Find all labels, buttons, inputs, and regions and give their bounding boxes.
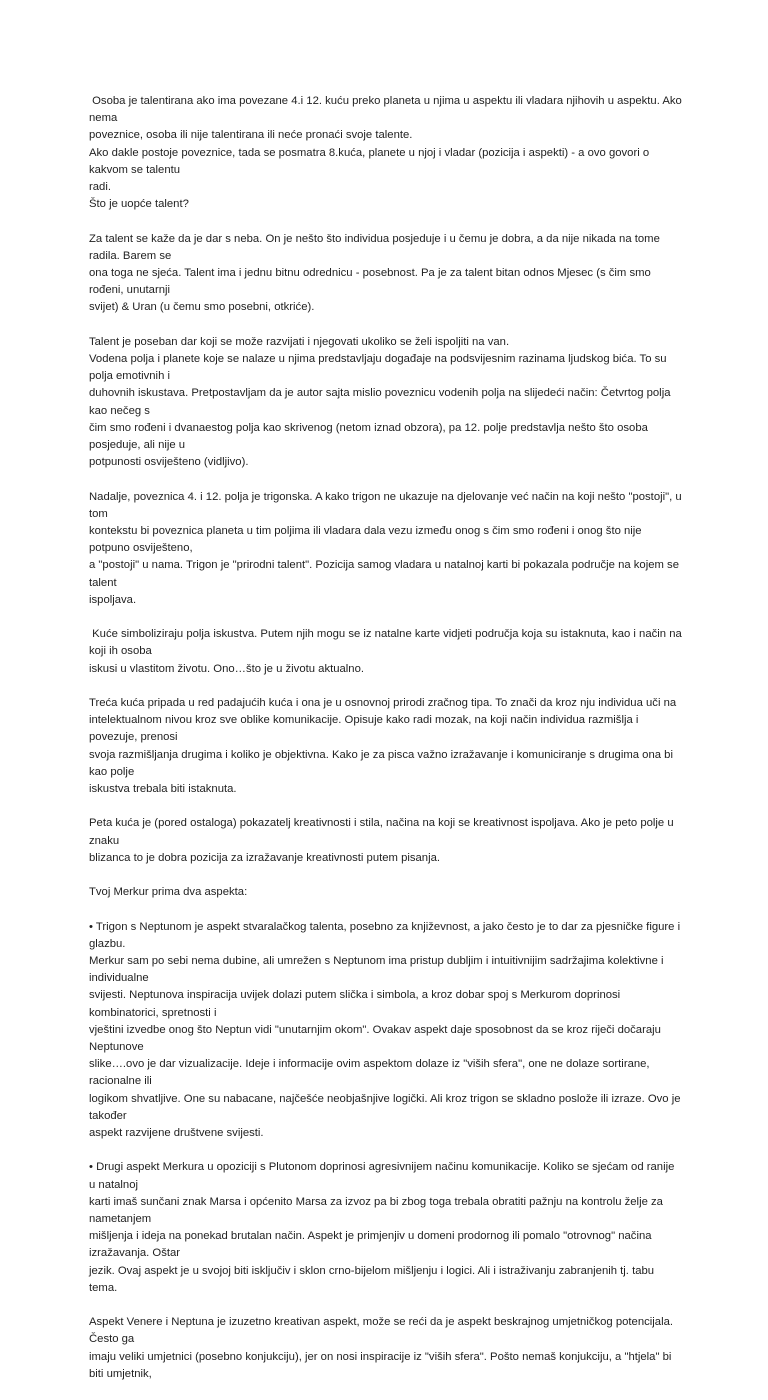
paragraph-water-houses	[89, 334, 682, 472]
text-line: intelektualnom nivou kroz sve oblike komunikacije. Opisuje kako radi mozak, na koji način individua razmišlja i povezuje, prenosi	[89, 714, 642, 744]
text-line: ona toga ne sjeća. Talent ima i jednu bitnu odrednicu - posebnost. Pa je za talent bitan odnos Mjesec (s čim smo rođeni, unutarnji	[89, 267, 654, 297]
text-line: Merkur sam po sebi nema dubine, ali umrežen s Neptunom ima pristup dubljim i intuitivnijim sadržajima kolektivne i individualne	[89, 955, 667, 985]
text-line: jezik. Ovaj aspekt je u svojoj biti isključiv i sklon crno-bijelom mišljenju i logici. Ali i istraživanju zabranjenih tj. tabu tema.	[89, 1264, 658, 1294]
paragraph-mercury-intro	[89, 884, 682, 901]
text-line: iskustva trebala biti istaknuta.	[89, 783, 237, 796]
text-line: svijesti. Neptunova inspiracija uvijek dolazi putem slička i simbola, a kroz dobar spoj s Merkurom doprinosi kombinatorici, spretnosti i	[89, 989, 624, 1019]
text-line: kontekstu bi poveznica planeta u tim poljima ili vladara dala vezu između onog s čim smo rođeni i onog što nije potpuno osviješteno,	[89, 525, 645, 555]
text-line: čim smo rođeni i dvanaestog polja kao skrivenog (netom iznad obzora), pa 12. polje predstavlja nešto što osoba posjeduje, ali nije u	[89, 421, 652, 452]
text-line: • Drugi aspekt Merkura u opoziciji s Plutonom doprinosi agresivnijem načinu komunikacije. Koliko se sjećam od ranije u natalnoj	[89, 1161, 678, 1191]
text-line: potpunosti osviješteno (vidljivo).	[89, 456, 249, 469]
text-line: Tvoj Merkur prima dva aspekta:	[89, 886, 248, 899]
text-line: Osoba je talentirana ako ima povezane 4.i 12. kuću preko planeta u njima u aspektu ili vladara njihovih u aspektu. Ako nema	[89, 95, 685, 125]
text-line: blizanca to je dobra pozicija za izražavanje kreativnosti putem pisanja.	[89, 851, 441, 864]
text-line: Ako dakle postoje poveznice, tada se posmatra 8.kuća, planete u njoj i vladar (pozicija i aspekti) - a ovo govori o kakvom se talentu	[89, 146, 653, 176]
paragraph-third-house	[89, 695, 682, 798]
paragraph-mercury-pluto-opposition	[89, 1159, 682, 1297]
text-line: Peta kuća je (pored ostaloga) pokazatelj kreativnosti i stila, načina na koji se kreativnost ispoljava. Ako je peto polje u znaku	[89, 817, 677, 847]
paragraph-trine-connection	[89, 489, 685, 609]
text-line: duhovnih iskustava. Pretpostavljam da je autor sajta mislio poveznicu vodenih polja na slijedeći način: Četvrtog polja kao nečeg s	[89, 387, 674, 417]
text-line: mišljenja i ideja na ponekad brutalan način. Aspekt je primjenjiv u domeni prodornog ili pomalo "otrovnog" načina izražavanja. Oštar	[89, 1230, 655, 1260]
paragraph-mercury-neptune-trine	[89, 919, 682, 1143]
paragraph-talent-definition	[89, 93, 685, 213]
text-line: poveznice, osoba ili nije talentirana ili neće pronaći svoje talente.	[89, 129, 413, 142]
text-line: logikom shvatljive. One su nabacane, najčešće neobjašnjive logički. Ali kroz trigon se skladno poslože ili izraze. Ovo je također	[89, 1092, 684, 1122]
text-line: karti imaš sunčani znak Marsa i općenito Marsa za izvoz pa bi zbog toga trebala obratiti pažnju na kontrolu želje za nametanjem	[89, 1195, 667, 1226]
document-page	[89, 93, 685, 1400]
text-line: aspekt razvijene društvene svijesti.	[89, 1127, 264, 1140]
text-line: vještini izvedbe onog što Neptun vidi "unutarnjim okom". Ovakav aspekt daje sposobnost da se kroz riječi dočaraju Neptunove	[89, 1023, 665, 1054]
text-line: Kuće simboliziraju polja iskustva. Putem njih mogu se iz natalne karte vidjeti područja koja su istaknuta, kao i način na koji ih osoba	[89, 628, 685, 658]
text-line: svoja razmišljanja drugima i koliko je objektivna. Kako je za pisca važno izražavanje i komuniciranje s drugima ona bi kao polje	[89, 748, 677, 778]
text-line: Za talent se kaže da je dar s neba. On je nešto što individua posjeduje i u čemu je dobra, a da nije nikada na tome radila. Barem se	[89, 232, 663, 262]
text-line: radi.	[89, 181, 111, 194]
text-line: Nadalje, poveznica 4. i 12. polja je trigonska. A kako trigon ne ukazuje na djelovanje već način na koji nešto "postoji", u tom	[89, 490, 685, 520]
paragraph-fifth-house	[89, 815, 682, 867]
text-line: iskusi u vlastitom životu. Ono…što je u životu aktualno.	[89, 662, 365, 675]
text-line: Što je uopće talent?	[89, 198, 189, 211]
text-line: slike….ovo je dar vizualizacije. Ideje i informacije ovim aspektom dolaze iz "viših sfera", one ne dolaze sortirane, racionalne ili	[89, 1058, 653, 1088]
paragraph-houses-experience	[89, 626, 685, 678]
text-line: Talent je poseban dar koji se može razvijati i njegovati ukoliko se želi ispoljiti na van.	[89, 335, 510, 348]
text-line: Aspekt Venere i Neptuna je izuzetno kreativan aspekt, može se reći da je aspekt beskrajnog umjetničkog potencijala. Često ga	[89, 1316, 677, 1346]
text-line: svijet) & Uran (u čemu smo posebni, otkriće).	[89, 301, 315, 314]
text-line: Vodena polja i planete koje se nalaze u njima predstavljaju događaje na podsvijesnim razinama ljudskog bića. To su polja emotivnih i	[89, 353, 670, 383]
text-line: Treća kuća pripada u red padajućih kuća i ona je u osnovnoj prirodi zračnog tipa. To znači da kroz nju individua uči na	[89, 697, 677, 710]
paragraph-gift-from-heaven	[89, 231, 682, 317]
text-line: ispoljava.	[89, 593, 137, 606]
text-line: • Trigon s Neptunom je aspekt stvaralačkog talenta, posebno za književnost, a jako često je to dar za pjesničke figure i glazbu.	[89, 920, 684, 950]
text-line: a "postoji" u nama. Trigon je "prirodni talent". Pozicija samog vladara u natalnoj karti bi pokazala područje na kojem se talent	[89, 559, 683, 589]
paragraph-venus-neptune	[89, 1314, 682, 1383]
text-line: imaju veliki umjetnici (posebno konjukciju), jer on nosi inspiracije iz "viših sfera". Pošto nemaš konjukciju, a "htjela" bi biti umjetnik,	[89, 1350, 675, 1380]
